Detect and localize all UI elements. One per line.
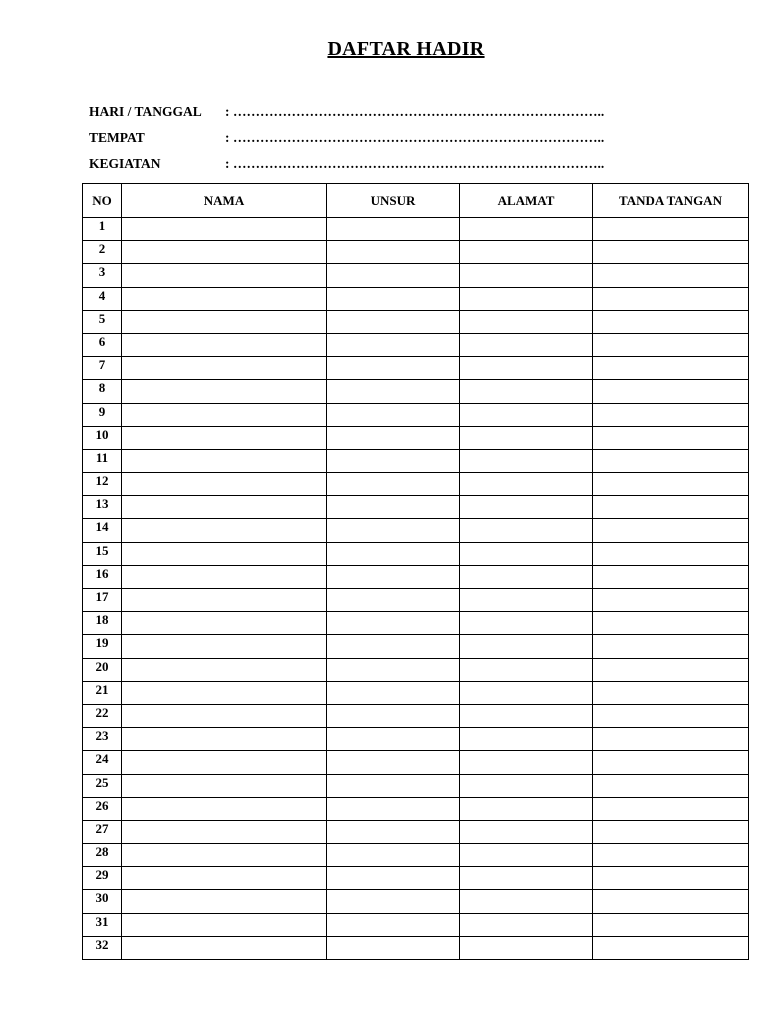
table-row [83,473,749,496]
nama-cell[interactable] [122,218,327,241]
table-row [83,449,749,472]
nama-cell[interactable] [122,751,327,774]
table-row [83,844,749,867]
field-colon: : [225,104,230,119]
tanda-tangan-cell[interactable] [593,310,749,333]
nama-cell[interactable] [122,844,327,867]
unsur-cell[interactable] [327,681,460,704]
alamat-cell[interactable] [460,890,593,913]
alamat-cell[interactable] [460,473,593,496]
alamat-cell[interactable] [460,681,593,704]
alamat-cell[interactable] [460,519,593,542]
unsur-cell[interactable] [327,519,460,542]
table-row [83,728,749,751]
table-row [83,890,749,913]
nama-cell[interactable] [122,681,327,704]
nama-cell[interactable] [122,658,327,681]
document-title: DAFTAR HADIR [327,38,485,60]
alamat-cell[interactable] [460,658,593,681]
table-row [83,218,749,241]
alamat-cell[interactable] [460,612,593,635]
row-number-cell: 29 [83,867,122,890]
alamat-cell[interactable] [460,589,593,612]
table-row [83,635,749,658]
nama-cell[interactable] [122,241,327,264]
table-row [83,496,749,519]
row-number-cell: 7 [83,357,122,380]
row-number-cell: 26 [83,797,122,820]
row-number-cell: 5 [83,310,122,333]
row-number-cell: 3 [83,264,122,287]
unsur-cell[interactable] [327,357,460,380]
alamat-cell[interactable] [460,310,593,333]
row-number-cell: 32 [83,936,122,959]
tanda-tangan-cell[interactable] [593,635,749,658]
tanda-tangan-cell[interactable] [593,496,749,519]
tanda-tangan-cell[interactable] [593,844,749,867]
alamat-cell[interactable] [460,380,593,403]
nama-cell[interactable] [122,542,327,565]
table-row [83,913,749,936]
unsur-cell[interactable] [327,820,460,843]
tanda-tangan-cell[interactable] [593,612,749,635]
nama-cell[interactable] [122,890,327,913]
alamat-cell[interactable] [460,357,593,380]
nama-cell[interactable] [122,519,327,542]
row-number-cell: 23 [83,728,122,751]
row-number-cell: 11 [83,449,122,472]
table-row [83,542,749,565]
nama-cell[interactable] [122,820,327,843]
alamat-cell[interactable] [460,844,593,867]
unsur-cell[interactable] [327,658,460,681]
alamat-cell[interactable] [460,728,593,751]
unsur-cell[interactable] [327,612,460,635]
alamat-cell[interactable] [460,218,593,241]
nama-cell[interactable] [122,496,327,519]
field-label-tempat: TEMPAT [89,130,145,145]
tanda-tangan-cell[interactable] [593,542,749,565]
unsur-cell[interactable] [327,310,460,333]
alamat-cell[interactable] [460,820,593,843]
table-row [83,310,749,333]
unsur-cell[interactable] [327,264,460,287]
table-row [83,589,749,612]
nama-cell[interactable] [122,357,327,380]
row-number-cell: 21 [83,681,122,704]
alamat-cell[interactable] [460,704,593,727]
row-number-cell: 6 [83,333,122,356]
tanda-tangan-cell[interactable] [593,820,749,843]
row-number-cell: 19 [83,635,122,658]
nama-cell[interactable] [122,333,327,356]
tanda-tangan-cell[interactable] [593,287,749,310]
nama-cell[interactable] [122,473,327,496]
nama-cell[interactable] [122,936,327,959]
nama-cell[interactable] [122,913,327,936]
column-header-tanda-tangan: TANDA TANGAN [593,184,749,218]
tanda-tangan-cell[interactable] [593,218,749,241]
alamat-cell[interactable] [460,913,593,936]
table-row [83,681,749,704]
unsur-cell[interactable] [327,473,460,496]
unsur-cell[interactable] [327,797,460,820]
alamat-cell[interactable] [460,936,593,959]
nama-cell[interactable] [122,287,327,310]
unsur-cell[interactable] [327,704,460,727]
row-number-cell: 14 [83,519,122,542]
nama-cell[interactable] [122,704,327,727]
nama-cell[interactable] [122,449,327,472]
tanda-tangan-cell[interactable] [593,473,749,496]
table-row [83,357,749,380]
row-number-cell: 31 [83,913,122,936]
nama-cell[interactable] [122,310,327,333]
table-row [83,867,749,890]
attendance-table [82,183,749,960]
row-number-cell: 8 [83,380,122,403]
row-number-cell: 25 [83,774,122,797]
table-row [83,797,749,820]
row-number-cell: 24 [83,751,122,774]
alamat-cell[interactable] [460,542,593,565]
row-number-cell: 13 [83,496,122,519]
table-row [83,333,749,356]
row-number-cell: 10 [83,426,122,449]
tanda-tangan-cell[interactable] [593,797,749,820]
row-number-cell: 17 [83,589,122,612]
alamat-cell[interactable] [460,751,593,774]
unsur-cell[interactable] [327,496,460,519]
table-row [83,565,749,588]
unsur-cell[interactable] [327,565,460,588]
alamat-cell[interactable] [460,449,593,472]
unsur-cell[interactable] [327,867,460,890]
unsur-cell[interactable] [327,542,460,565]
unsur-cell[interactable] [327,403,460,426]
unsur-cell[interactable] [327,751,460,774]
unsur-cell[interactable] [327,635,460,658]
tanda-tangan-cell[interactable] [593,728,749,751]
tanda-tangan-cell[interactable] [593,357,749,380]
alamat-cell[interactable] [460,264,593,287]
tanda-tangan-cell[interactable] [593,519,749,542]
field-dotted-line: ……………………………………………………………………….. [233,156,605,171]
unsur-cell[interactable] [327,449,460,472]
field-label-hari-tanggal: HARI / TANGGAL [89,104,202,119]
unsur-cell[interactable] [327,844,460,867]
nama-cell[interactable] [122,565,327,588]
tanda-tangan-cell[interactable] [593,589,749,612]
alamat-cell[interactable] [460,496,593,519]
row-number-cell: 28 [83,844,122,867]
row-number-cell: 2 [83,241,122,264]
table-row [83,658,749,681]
table-row [83,774,749,797]
alamat-cell[interactable] [460,241,593,264]
field-label-kegiatan: KEGIATAN [89,156,161,171]
field-colon: : [225,130,230,145]
alamat-cell[interactable] [460,287,593,310]
table-row [83,519,749,542]
nama-cell[interactable] [122,380,327,403]
nama-cell[interactable] [122,426,327,449]
table-row [83,936,749,959]
tanda-tangan-cell[interactable] [593,658,749,681]
field-dotted-line: ……………………………………………………………………….. [233,130,605,145]
nama-cell[interactable] [122,867,327,890]
nama-cell[interactable] [122,612,327,635]
row-number-cell: 27 [83,820,122,843]
tanda-tangan-cell[interactable] [593,565,749,588]
table-row [83,426,749,449]
table-row [83,287,749,310]
table-row [83,380,749,403]
nama-cell[interactable] [122,774,327,797]
row-number-cell: 4 [83,287,122,310]
unsur-cell[interactable] [327,890,460,913]
tanda-tangan-cell[interactable] [593,890,749,913]
unsur-cell[interactable] [327,287,460,310]
row-number-cell: 20 [83,658,122,681]
alamat-cell[interactable] [460,635,593,658]
alamat-cell[interactable] [460,333,593,356]
column-header-no: NO [83,184,122,218]
column-header-unsur: UNSUR [327,184,460,218]
row-number-cell: 22 [83,704,122,727]
tanda-tangan-cell[interactable] [593,681,749,704]
table-row [83,704,749,727]
unsur-cell[interactable] [327,936,460,959]
tanda-tangan-cell[interactable] [593,264,749,287]
unsur-cell[interactable] [327,589,460,612]
unsur-cell[interactable] [327,380,460,403]
unsur-cell[interactable] [327,241,460,264]
tanda-tangan-cell[interactable] [593,867,749,890]
unsur-cell[interactable] [327,218,460,241]
nama-cell[interactable] [122,403,327,426]
alamat-cell[interactable] [460,797,593,820]
row-number-cell: 12 [83,473,122,496]
column-header-alamat: ALAMAT [460,184,593,218]
nama-cell[interactable] [122,728,327,751]
unsur-cell[interactable] [327,333,460,356]
table-row [83,612,749,635]
tanda-tangan-cell[interactable] [593,333,749,356]
tanda-tangan-cell[interactable] [593,241,749,264]
tanda-tangan-cell[interactable] [593,751,749,774]
table-header-row [83,184,749,218]
nama-cell[interactable] [122,635,327,658]
row-number-cell: 9 [83,403,122,426]
unsur-cell[interactable] [327,774,460,797]
table-row [83,751,749,774]
unsur-cell[interactable] [327,426,460,449]
field-colon: : [225,156,230,171]
tanda-tangan-cell[interactable] [593,449,749,472]
alamat-cell[interactable] [460,403,593,426]
alamat-cell[interactable] [460,565,593,588]
tanda-tangan-cell[interactable] [593,913,749,936]
nama-cell[interactable] [122,589,327,612]
unsur-cell[interactable] [327,913,460,936]
table-body [83,218,749,960]
tanda-tangan-cell[interactable] [593,403,749,426]
alamat-cell[interactable] [460,774,593,797]
row-number-cell: 18 [83,612,122,635]
row-number-cell: 30 [83,890,122,913]
field-dotted-line: ……………………………………………………………………….. [233,104,605,119]
tanda-tangan-cell[interactable] [593,936,749,959]
tanda-tangan-cell[interactable] [593,380,749,403]
tanda-tangan-cell[interactable] [593,774,749,797]
table-row [83,241,749,264]
table-row [83,403,749,426]
alamat-cell[interactable] [460,426,593,449]
table-row [83,820,749,843]
alamat-cell[interactable] [460,867,593,890]
column-header-nama: NAMA [122,184,327,218]
unsur-cell[interactable] [327,728,460,751]
tanda-tangan-cell[interactable] [593,426,749,449]
nama-cell[interactable] [122,797,327,820]
nama-cell[interactable] [122,264,327,287]
tanda-tangan-cell[interactable] [593,704,749,727]
row-number-cell: 15 [83,542,122,565]
row-number-cell: 16 [83,565,122,588]
row-number-cell: 1 [83,218,122,241]
table-row [83,264,749,287]
